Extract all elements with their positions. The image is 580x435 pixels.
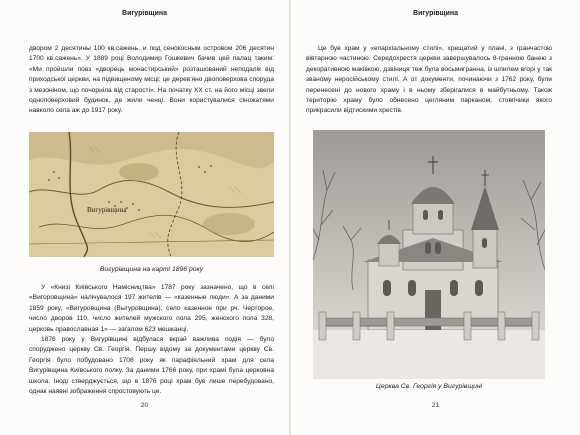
historical-map-image: [29, 132, 274, 257]
paragraph: 1876 року у Вигурівщині відбулася вкрай важлива подія — було споруджено церкву Св. Георгія. Першу відому за документами церкву Св. Георгія було побудовано 1708 року як парафіяльний храм для села Вигурівщина Київського полку. За даними 1766 року, при храмі була церковна школа. Іноді стверджується, що в 1876 році храм був лише перебудовано, однак наявні зображення спростовують це.: [29, 336, 274, 396]
body-text-top: [306, 44, 552, 117]
page-number: 21: [431, 402, 440, 409]
page-number: 20: [140, 402, 149, 409]
church-photo: [313, 130, 545, 379]
running-head: Вигурівщина: [122, 10, 167, 17]
body-text-bottom: [29, 283, 274, 397]
map-caption: Вигурівщина на карті 1896 року: [99, 266, 204, 273]
photo-caption: Церква Св. Георгія у Вигурівщині: [375, 383, 483, 390]
right-page: [291, 0, 580, 435]
paragraph: Це був храм у «епархіальному стилі», хрещатий у плані, з гранчастою вівтарною частиною. Середохрестя церкви завершувалось 8-гранною банею з декоративною маківкою, дзвіниця теж була восьмигранна, із шпилем вгорі у так званому неросійському стилі. А от документи, починаючи з 1762 року, були перенесені до нового храму і в ньому зберігалися в майбутньому. Також територію храму було обнесено цегляним парканом, стовпчики якого прикрасили відтискими хрестів.: [306, 45, 552, 115]
paragraph: У «Книзі Київського Намісництва» 1787 року зазначено, що в селі «Вигоровщина» налічувалося 197 жителів — «казенные люди». А за даними 1859 року, «Вигуровщина (Выгуровщина), село казенное при рч. Черторое, число дворов 110, число жителей мужского пола 295, женского пола 328, церковь православная 1» — загалом 623 мешканці.: [29, 284, 274, 333]
running-head: Вигурівщина: [413, 10, 458, 17]
paragraph: двором 2 десятины 100 кв.сажень, и под сенокосным островом 206 десятин 1700 кв.сажень». У 1889 році Володимир Гошкевич бачив цей палац таким: «Ми пройшли повз «дворець монастирський» розташований неподалік від приходської церкви, на підвищеному місці; це дерев'яно двоповерхова споруда з мезоніном, що почорніла від старості». На початку ХХ ст. на його місці звели одноповерховий будинок, де жили ченці. Вони користувалися сіножатями навколо села аж до 1917 року.: [29, 45, 274, 115]
body-text-top: [29, 44, 274, 117]
left-page: [0, 0, 289, 435]
map-village-label: Вигурівщина: [87, 206, 127, 214]
